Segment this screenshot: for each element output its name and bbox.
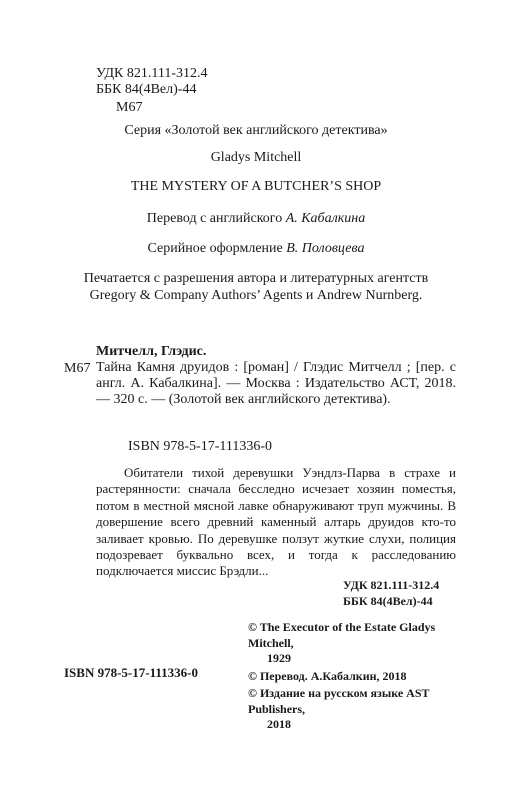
copyright-translation: © Перевод. А.Кабалкин, 2018 — [248, 668, 407, 683]
copyright-block — [248, 620, 473, 735]
catalog-author-heading: Митчелл, Глэдис. — [96, 344, 207, 359]
catalog-isbn: ISBN 978-5-17-111336-0 — [128, 439, 273, 454]
permission-line-2: Gregory & Company Authors’ Agents и Andrew Nurnberg. — [89, 288, 423, 303]
catalog-mark: М67 — [64, 361, 91, 376]
series-line: Серия «Золотой век английского детектива» — [124, 123, 388, 138]
translation-prefix: Перевод с английского — [146, 211, 283, 226]
translation-credit — [0, 210, 512, 227]
copyright-edition — [248, 686, 473, 733]
header-bbk: ББК 84(4Вел)-44 — [96, 82, 197, 97]
copyright-estate-line: © The Executor of the Estate Gladys Mitchell, — [248, 620, 436, 650]
header-author-mark: М67 — [116, 100, 143, 115]
catalog-udk: УДК 821.111-312.4 — [343, 578, 440, 592]
original-title: THE MYSTERY OF A BUTCHER’S SHOP — [130, 179, 382, 194]
copyright-edition-year: 2018 — [267, 717, 291, 731]
catalog-entry: Тайна Камня друидов : [роман] / Глэдис Митчелл ; [пер. с англ. А. Кабалкина]. — Москва : Издательство АСТ, 2018. — 320 с. — (Золотой век английского детектива). — [96, 360, 456, 408]
permission-line-1: Печатается с разрешения автора и литературных агентств — [83, 271, 429, 286]
bottom-isbn: ISBN 978-5-17-111336-0 — [64, 665, 198, 680]
copyright-estate — [248, 620, 473, 667]
design-credit — [0, 240, 512, 257]
translator-name: А. Кабалкина — [285, 211, 366, 226]
copyright-edition-line: © Издание на русском языке AST Publishers, — [248, 686, 430, 716]
catalog-bbk: ББК 84(4Вел)-44 — [343, 594, 433, 608]
original-author: Gladys Mitchell — [210, 150, 302, 165]
header-udk: УДК 821.111-312.4 — [96, 66, 208, 81]
catalog-description: Обитатели тихой деревушки Уэндлз-Парва в страхе и растерянности: сначала бесследно исчезает хозяин поместья, потом в местной мясной лавке обнаруживают труп мужчины. В довершение всего древний каменный алтарь друидов кто-то заливает кровью. По деревушке ползут жуткие слухи, полиция подозревает буквально всех, и тогда к расследованию подключается миссис Брэдли... — [96, 465, 456, 579]
copyright-estate-year: 1929 — [267, 651, 291, 665]
designer-name: В. Половцева — [286, 241, 365, 256]
design-prefix: Серийное оформление — [147, 241, 283, 256]
